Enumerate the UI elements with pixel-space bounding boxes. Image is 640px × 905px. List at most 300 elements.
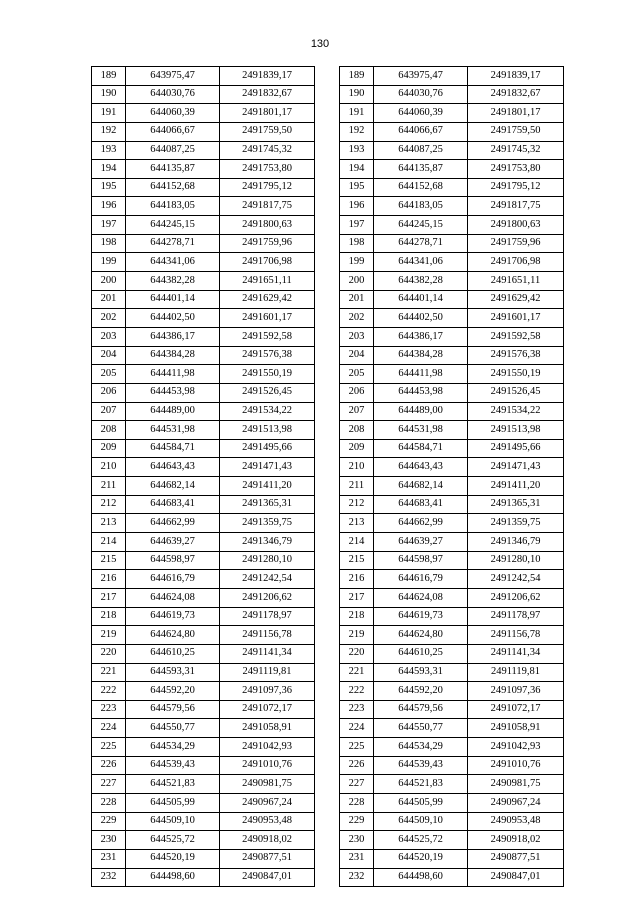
x-coordinate-cell: 644662,99 — [374, 514, 468, 533]
y-coordinate-cell: 2491058,91 — [220, 719, 315, 738]
point-number-cell: 196 — [340, 197, 374, 216]
point-number-cell: 193 — [340, 141, 374, 160]
point-number-cell: 190 — [92, 85, 126, 104]
y-coordinate-cell: 2491839,17 — [468, 67, 564, 86]
y-coordinate-cell: 2491800,63 — [220, 216, 315, 235]
y-coordinate-cell: 2491576,38 — [220, 346, 315, 365]
table-row — [340, 253, 564, 272]
y-coordinate-cell: 2491706,98 — [468, 253, 564, 272]
y-coordinate-cell: 2491010,76 — [220, 756, 315, 775]
table-row — [340, 85, 564, 104]
x-coordinate-cell: 644539,43 — [374, 756, 468, 775]
point-number-cell: 196 — [92, 197, 126, 216]
x-coordinate-cell: 644384,28 — [126, 346, 220, 365]
point-number-cell: 230 — [340, 831, 374, 850]
point-number-cell: 232 — [92, 868, 126, 887]
x-coordinate-cell: 644402,50 — [126, 309, 220, 328]
point-number-cell: 207 — [92, 402, 126, 421]
y-coordinate-cell: 2491346,79 — [220, 533, 315, 552]
y-coordinate-cell: 2491359,75 — [220, 514, 315, 533]
point-number-cell: 218 — [92, 607, 126, 626]
x-coordinate-cell: 644135,87 — [374, 160, 468, 179]
point-number-cell: 216 — [340, 570, 374, 589]
table-row — [340, 122, 564, 141]
y-coordinate-cell: 2491495,66 — [468, 439, 564, 458]
table-row — [92, 570, 315, 589]
y-coordinate-cell: 2491178,97 — [468, 607, 564, 626]
table-row — [92, 197, 315, 216]
x-coordinate-cell: 644066,67 — [126, 122, 220, 141]
table-row — [92, 775, 315, 794]
point-number-cell: 206 — [92, 383, 126, 402]
table-row — [92, 663, 315, 682]
x-coordinate-cell: 644245,15 — [374, 216, 468, 235]
x-coordinate-cell: 644579,56 — [374, 700, 468, 719]
table-row — [92, 756, 315, 775]
point-number-cell: 212 — [92, 495, 126, 514]
x-coordinate-cell: 644401,14 — [374, 290, 468, 309]
point-number-cell: 225 — [92, 738, 126, 757]
table-row — [340, 607, 564, 626]
y-coordinate-cell: 2491042,93 — [220, 738, 315, 757]
point-number-cell: 225 — [340, 738, 374, 757]
table-row — [92, 514, 315, 533]
y-coordinate-cell: 2491280,10 — [468, 551, 564, 570]
y-coordinate-cell: 2491365,31 — [220, 495, 315, 514]
x-coordinate-cell: 644411,98 — [374, 365, 468, 384]
table-row — [92, 812, 315, 831]
y-coordinate-cell: 2490981,75 — [468, 775, 564, 794]
y-coordinate-cell: 2491601,17 — [220, 309, 315, 328]
y-coordinate-cell: 2491706,98 — [220, 253, 315, 272]
point-number-cell: 206 — [340, 383, 374, 402]
table-row — [92, 402, 315, 421]
point-number-cell: 204 — [92, 346, 126, 365]
x-coordinate-cell: 644683,41 — [374, 495, 468, 514]
x-coordinate-cell: 644453,98 — [126, 383, 220, 402]
point-number-cell: 227 — [340, 775, 374, 794]
y-coordinate-cell: 2491411,20 — [468, 477, 564, 496]
table-row — [340, 216, 564, 235]
y-coordinate-cell: 2491801,17 — [220, 104, 315, 123]
x-coordinate-cell: 644619,73 — [126, 607, 220, 626]
point-number-cell: 200 — [92, 272, 126, 291]
table-row — [340, 458, 564, 477]
point-number-cell: 224 — [340, 719, 374, 738]
point-number-cell: 224 — [92, 719, 126, 738]
y-coordinate-cell: 2491097,36 — [468, 682, 564, 701]
table-row — [340, 439, 564, 458]
y-coordinate-cell: 2491513,98 — [468, 421, 564, 440]
x-coordinate-cell: 644584,71 — [374, 439, 468, 458]
table-row — [92, 439, 315, 458]
table-row — [340, 421, 564, 440]
table-row — [92, 700, 315, 719]
point-number-cell: 197 — [92, 216, 126, 235]
point-number-cell: 190 — [340, 85, 374, 104]
table-row — [340, 327, 564, 346]
table-row — [92, 253, 315, 272]
point-number-cell: 228 — [92, 793, 126, 812]
y-coordinate-cell: 2491072,17 — [468, 700, 564, 719]
x-coordinate-cell: 644624,80 — [374, 626, 468, 645]
table-row — [92, 588, 315, 607]
y-coordinate-cell: 2491601,17 — [468, 309, 564, 328]
table-row — [92, 272, 315, 291]
x-coordinate-cell: 644341,06 — [126, 253, 220, 272]
point-number-cell: 221 — [92, 663, 126, 682]
y-coordinate-cell: 2491178,97 — [220, 607, 315, 626]
point-number-cell: 227 — [92, 775, 126, 794]
x-coordinate-cell: 644520,19 — [126, 849, 220, 868]
y-coordinate-cell: 2491526,45 — [468, 383, 564, 402]
x-coordinate-cell: 644509,10 — [374, 812, 468, 831]
x-coordinate-cell: 644386,17 — [374, 327, 468, 346]
table-row — [92, 421, 315, 440]
point-number-cell: 199 — [92, 253, 126, 272]
table-row — [340, 309, 564, 328]
x-coordinate-cell: 644183,05 — [374, 197, 468, 216]
coordinates-table-right — [339, 66, 564, 887]
point-number-cell: 211 — [92, 477, 126, 496]
point-number-cell: 202 — [92, 309, 126, 328]
y-coordinate-cell: 2491526,45 — [220, 383, 315, 402]
y-coordinate-cell: 2491119,81 — [220, 663, 315, 682]
point-number-cell: 195 — [340, 178, 374, 197]
point-number-cell: 197 — [340, 216, 374, 235]
point-number-cell: 223 — [340, 700, 374, 719]
y-coordinate-cell: 2491592,58 — [468, 327, 564, 346]
y-coordinate-cell: 2491795,12 — [468, 178, 564, 197]
x-coordinate-cell: 644598,97 — [374, 551, 468, 570]
y-coordinate-cell: 2490967,24 — [220, 793, 315, 812]
x-coordinate-cell: 644411,98 — [126, 365, 220, 384]
table-row — [340, 793, 564, 812]
x-coordinate-cell: 644525,72 — [126, 831, 220, 850]
x-coordinate-cell: 644245,15 — [126, 216, 220, 235]
point-number-cell: 219 — [340, 626, 374, 645]
x-coordinate-cell: 644498,60 — [374, 868, 468, 887]
table-row — [340, 197, 564, 216]
x-coordinate-cell: 644401,14 — [126, 290, 220, 309]
table-row — [92, 85, 315, 104]
x-coordinate-cell: 644682,14 — [374, 477, 468, 496]
point-number-cell: 209 — [92, 439, 126, 458]
point-number-cell: 221 — [340, 663, 374, 682]
point-number-cell: 198 — [92, 234, 126, 253]
point-number-cell: 222 — [340, 682, 374, 701]
y-coordinate-cell: 2490877,51 — [220, 849, 315, 868]
point-number-cell: 222 — [92, 682, 126, 701]
point-number-cell: 213 — [340, 514, 374, 533]
y-coordinate-cell: 2491832,67 — [220, 85, 315, 104]
y-coordinate-cell: 2491359,75 — [468, 514, 564, 533]
y-coordinate-cell: 2491119,81 — [468, 663, 564, 682]
point-number-cell: 226 — [92, 756, 126, 775]
page-number: 130 — [310, 38, 330, 50]
y-coordinate-cell: 2490918,02 — [468, 831, 564, 850]
x-coordinate-cell: 644525,72 — [374, 831, 468, 850]
table-row — [92, 868, 315, 887]
y-coordinate-cell: 2491495,66 — [220, 439, 315, 458]
table-row — [92, 122, 315, 141]
point-number-cell: 217 — [340, 588, 374, 607]
table-row — [340, 141, 564, 160]
point-number-cell: 218 — [340, 607, 374, 626]
y-coordinate-cell: 2491550,19 — [468, 365, 564, 384]
y-coordinate-cell: 2491156,78 — [468, 626, 564, 645]
x-coordinate-cell: 644520,19 — [374, 849, 468, 868]
table-row — [92, 234, 315, 253]
table-row — [92, 849, 315, 868]
y-coordinate-cell: 2491592,58 — [220, 327, 315, 346]
x-coordinate-cell: 644639,27 — [126, 533, 220, 552]
point-number-cell: 201 — [340, 290, 374, 309]
point-number-cell: 201 — [92, 290, 126, 309]
x-coordinate-cell: 644505,99 — [374, 793, 468, 812]
point-number-cell: 199 — [340, 253, 374, 272]
y-coordinate-cell: 2490877,51 — [468, 849, 564, 868]
table-row — [92, 216, 315, 235]
y-coordinate-cell: 2491206,62 — [220, 588, 315, 607]
table-row — [92, 346, 315, 365]
table-row — [92, 793, 315, 812]
point-number-cell: 214 — [340, 533, 374, 552]
x-coordinate-cell: 644152,68 — [374, 178, 468, 197]
x-coordinate-cell: 644489,00 — [374, 402, 468, 421]
point-number-cell: 191 — [340, 104, 374, 123]
point-number-cell: 203 — [340, 327, 374, 346]
point-number-cell: 228 — [340, 793, 374, 812]
y-coordinate-cell: 2491759,50 — [220, 122, 315, 141]
x-coordinate-cell: 644592,20 — [126, 682, 220, 701]
point-number-cell: 219 — [92, 626, 126, 645]
table-row — [340, 402, 564, 421]
y-coordinate-cell: 2491759,50 — [468, 122, 564, 141]
x-coordinate-cell: 644183,05 — [126, 197, 220, 216]
point-number-cell: 189 — [340, 67, 374, 86]
y-coordinate-cell: 2491839,17 — [220, 67, 315, 86]
table-row — [340, 756, 564, 775]
y-coordinate-cell: 2491817,75 — [220, 197, 315, 216]
y-coordinate-cell: 2491550,19 — [220, 365, 315, 384]
point-number-cell: 215 — [92, 551, 126, 570]
x-coordinate-cell: 644384,28 — [374, 346, 468, 365]
point-number-cell: 198 — [340, 234, 374, 253]
x-coordinate-cell: 644643,43 — [126, 458, 220, 477]
table-row — [92, 551, 315, 570]
point-number-cell: 192 — [340, 122, 374, 141]
point-number-cell: 204 — [340, 346, 374, 365]
table-row — [340, 719, 564, 738]
point-number-cell: 210 — [92, 458, 126, 477]
x-coordinate-cell: 644453,98 — [374, 383, 468, 402]
table-row — [340, 700, 564, 719]
y-coordinate-cell: 2491576,38 — [468, 346, 564, 365]
y-coordinate-cell: 2491010,76 — [468, 756, 564, 775]
y-coordinate-cell: 2490981,75 — [220, 775, 315, 794]
x-coordinate-cell: 644619,73 — [374, 607, 468, 626]
table-row — [340, 495, 564, 514]
x-coordinate-cell: 644592,20 — [374, 682, 468, 701]
x-coordinate-cell: 644521,83 — [126, 775, 220, 794]
y-coordinate-cell: 2491832,67 — [468, 85, 564, 104]
table-row — [340, 570, 564, 589]
point-number-cell: 230 — [92, 831, 126, 850]
y-coordinate-cell: 2491651,11 — [468, 272, 564, 291]
x-coordinate-cell: 643975,47 — [374, 67, 468, 86]
point-number-cell: 226 — [340, 756, 374, 775]
point-number-cell: 215 — [340, 551, 374, 570]
x-coordinate-cell: 644593,31 — [374, 663, 468, 682]
table-row — [92, 327, 315, 346]
y-coordinate-cell: 2490953,48 — [220, 812, 315, 831]
table-row — [340, 477, 564, 496]
y-coordinate-cell: 2491759,96 — [220, 234, 315, 253]
x-coordinate-cell: 644534,29 — [126, 738, 220, 757]
table-row — [340, 234, 564, 253]
point-number-cell: 193 — [92, 141, 126, 160]
y-coordinate-cell: 2491745,32 — [220, 141, 315, 160]
table-row — [92, 160, 315, 179]
point-number-cell: 220 — [340, 644, 374, 663]
point-number-cell: 232 — [340, 868, 374, 887]
table-row — [92, 533, 315, 552]
table-row — [340, 383, 564, 402]
y-coordinate-cell: 2491280,10 — [220, 551, 315, 570]
x-coordinate-cell: 644610,25 — [374, 644, 468, 663]
table-row — [340, 365, 564, 384]
x-coordinate-cell: 644593,31 — [126, 663, 220, 682]
x-coordinate-cell: 644624,08 — [374, 588, 468, 607]
table-row — [92, 365, 315, 384]
x-coordinate-cell: 644087,25 — [374, 141, 468, 160]
point-number-cell: 223 — [92, 700, 126, 719]
y-coordinate-cell: 2491513,98 — [220, 421, 315, 440]
y-coordinate-cell: 2491800,63 — [468, 216, 564, 235]
y-coordinate-cell: 2491042,93 — [468, 738, 564, 757]
x-coordinate-cell: 644682,14 — [126, 477, 220, 496]
y-coordinate-cell: 2491651,11 — [220, 272, 315, 291]
point-number-cell: 208 — [92, 421, 126, 440]
point-number-cell: 194 — [340, 160, 374, 179]
x-coordinate-cell: 644087,25 — [126, 141, 220, 160]
point-number-cell: 203 — [92, 327, 126, 346]
x-coordinate-cell: 644539,43 — [126, 756, 220, 775]
table-row — [92, 495, 315, 514]
y-coordinate-cell: 2491141,34 — [220, 644, 315, 663]
y-coordinate-cell: 2490953,48 — [468, 812, 564, 831]
x-coordinate-cell: 644610,25 — [126, 644, 220, 663]
y-coordinate-cell: 2491753,80 — [468, 160, 564, 179]
y-coordinate-cell: 2491206,62 — [468, 588, 564, 607]
x-coordinate-cell: 644639,27 — [374, 533, 468, 552]
table-row — [92, 309, 315, 328]
y-coordinate-cell: 2491817,75 — [468, 197, 564, 216]
x-coordinate-cell: 644382,28 — [126, 272, 220, 291]
x-coordinate-cell: 644509,10 — [126, 812, 220, 831]
x-coordinate-cell: 644030,76 — [126, 85, 220, 104]
table-row — [340, 588, 564, 607]
x-coordinate-cell: 644060,39 — [126, 104, 220, 123]
x-coordinate-cell: 644278,71 — [126, 234, 220, 253]
table-row — [340, 290, 564, 309]
y-coordinate-cell: 2491795,12 — [220, 178, 315, 197]
table-row — [340, 868, 564, 887]
y-coordinate-cell: 2491471,43 — [220, 458, 315, 477]
x-coordinate-cell: 644683,41 — [126, 495, 220, 514]
x-coordinate-cell: 644402,50 — [374, 309, 468, 328]
coordinates-table-left — [91, 66, 315, 887]
table-row — [340, 849, 564, 868]
table-row — [92, 67, 315, 86]
table-row — [340, 533, 564, 552]
table-row — [340, 178, 564, 197]
table-row — [92, 458, 315, 477]
point-number-cell: 231 — [92, 849, 126, 868]
x-coordinate-cell: 644624,08 — [126, 588, 220, 607]
point-number-cell: 231 — [340, 849, 374, 868]
point-number-cell: 212 — [340, 495, 374, 514]
x-coordinate-cell: 644382,28 — [374, 272, 468, 291]
table-row — [340, 738, 564, 757]
point-number-cell: 214 — [92, 533, 126, 552]
x-coordinate-cell: 644278,71 — [374, 234, 468, 253]
point-number-cell: 220 — [92, 644, 126, 663]
y-coordinate-cell: 2491058,91 — [468, 719, 564, 738]
point-number-cell: 194 — [92, 160, 126, 179]
y-coordinate-cell: 2491242,54 — [468, 570, 564, 589]
table-row — [340, 272, 564, 291]
y-coordinate-cell: 2491242,54 — [220, 570, 315, 589]
x-coordinate-cell: 644598,97 — [126, 551, 220, 570]
y-coordinate-cell: 2491534,22 — [468, 402, 564, 421]
table-row — [92, 607, 315, 626]
table-row — [340, 104, 564, 123]
x-coordinate-cell: 644498,60 — [126, 868, 220, 887]
y-coordinate-cell: 2490847,01 — [220, 868, 315, 887]
y-coordinate-cell: 2490967,24 — [468, 793, 564, 812]
y-coordinate-cell: 2491629,42 — [468, 290, 564, 309]
table-row — [340, 626, 564, 645]
point-number-cell: 202 — [340, 309, 374, 328]
point-number-cell: 200 — [340, 272, 374, 291]
x-coordinate-cell: 644489,00 — [126, 402, 220, 421]
x-coordinate-cell: 644531,98 — [374, 421, 468, 440]
x-coordinate-cell: 644152,68 — [126, 178, 220, 197]
table-row — [92, 831, 315, 850]
point-number-cell: 208 — [340, 421, 374, 440]
table-row — [340, 663, 564, 682]
y-coordinate-cell: 2491365,31 — [468, 495, 564, 514]
table-row — [92, 738, 315, 757]
y-coordinate-cell: 2490918,02 — [220, 831, 315, 850]
point-number-cell: 192 — [92, 122, 126, 141]
y-coordinate-cell: 2491801,17 — [468, 104, 564, 123]
point-number-cell: 217 — [92, 588, 126, 607]
y-coordinate-cell: 2491411,20 — [220, 477, 315, 496]
x-coordinate-cell: 644616,79 — [374, 570, 468, 589]
table-row — [92, 477, 315, 496]
x-coordinate-cell: 643975,47 — [126, 67, 220, 86]
y-coordinate-cell: 2491753,80 — [220, 160, 315, 179]
point-number-cell: 229 — [340, 812, 374, 831]
y-coordinate-cell: 2490847,01 — [468, 868, 564, 887]
table-row — [340, 831, 564, 850]
point-number-cell: 209 — [340, 439, 374, 458]
x-coordinate-cell: 644030,76 — [374, 85, 468, 104]
y-coordinate-cell: 2491471,43 — [468, 458, 564, 477]
